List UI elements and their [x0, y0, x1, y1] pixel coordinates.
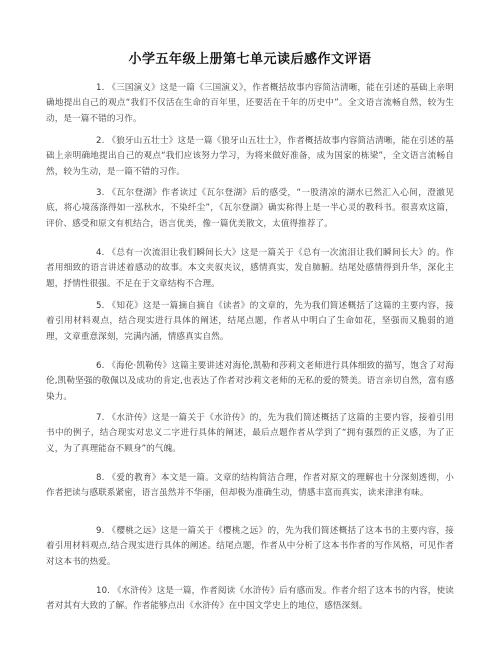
review-paragraph-2: 2. 《狼牙山五壮士》这是一篇《狼牙山五壮士》，作者概括故事内容简洁清晰，能在引述的基础上亲明确地提出自己的观点“我们应该努力学习，为将来做好准备，成为国家的栋梁”，全文语言流畅自然，较为生动，是一篇不错的习作。 [46, 135, 454, 177]
review-paragraph-6: 6. 《海伦·凯勒传》这篇主要讲述对海伦,凯勒和莎莉文老师进行具体细致的描写，饱含了对海伦,凯勒坚强的敬佩以及成功的肯定,也表达了作者对沙莉文老师的无私的爱的赞美。语言亲切自然，富有感染力。 [46, 360, 454, 402]
review-paragraph-5: 5. 《知花》这是一篇摘自摘自《读者》的文章的，先为我们简述概括了这篇的主要内容，接着引用材料观点，结合现实进行具体的阐述，结尾点题，作者从中明白了生命如花，坚强而又脆弱的道理，文章重意深刻，完满内涵，情感真实自然。 [46, 300, 454, 342]
review-paragraph-3: 3. 《瓦尔登湖》作者读过《瓦尔登湖》后的感受，“一股清凉的湖水已然汇入心间，澄澈见底，将心境荡涤得如一泓秋水，不染纤尘”，《瓦尔登湖》确实称得上是一半心灵的教科书。很喜欢这篇，评价、感受和原文有机结合，语言优美，像一篇优美散文，太值得推荐了。 [46, 187, 454, 229]
review-paragraph-9: 9. 《樱桃之远》这是一篇关于《樱桃之远》的，先为我们简述概括了这本书的主要内容，接着引用材料观点,结合现实进行具体的阐述。结尾点题，作者从中分析了这本书作者的写作风格，可见作者对这本书的热爱。 [46, 525, 454, 567]
review-paragraph-10: 10. 《水浒传》这是一篇，作者阅读《水浒传》后有感而发。作者介绍了这本书的内容，使读者对其有大致的了解。作者能够点出《水浒传》在中国文学史上的地位，感悟深刻。 [46, 585, 454, 612]
review-paragraph-4: 4. 《总有一次流泪让我们瞬间长大》这是一篇关于《总有一次流泪让我们瞬间长大》的。作者用细致的语言讲述着感动的故事。本文夹叙夹议，感情真实，发自肺腑。结尾处感情得到升华，深化主题，抒情性很强。不足在于文章结构不合理。 [46, 247, 454, 289]
review-paragraph-1: 1. 《三国演义》这是一篇《三国演义》，作者概括故事内容简洁清晰，能在引述的基础上亲明确地提出自己的观点“我们不仅活在生命的百年里，还要活在千年的历史中”。全文语言流畅自然，较为生动，是一篇不错的习作。 [46, 82, 454, 124]
review-paragraph-7: 7. 《水浒传》这是一篇关于《水浒传》的，先为我们简述概括了这篇的主要内容，接着引用书中的例子，结合现实对忠义二字进行具体的阐述，最后点题作者从学到了“拥有强烈的正义感，为了正义，为了真理能奋不顾身”的气魄。 [46, 412, 454, 454]
document-title: 小学五年级上册第七单元读后感作文评语 [128, 52, 372, 67]
review-paragraph-8: 8. 《爱的教育》本文是一篇。文章的结构简洁合理，作者对原文的理解也十分深刻透彻，小作者把读与感联系紧密，语言虽然并不华丽，但却极为准确生动，情感丰富而真实，读来津津有味。 [46, 472, 454, 499]
